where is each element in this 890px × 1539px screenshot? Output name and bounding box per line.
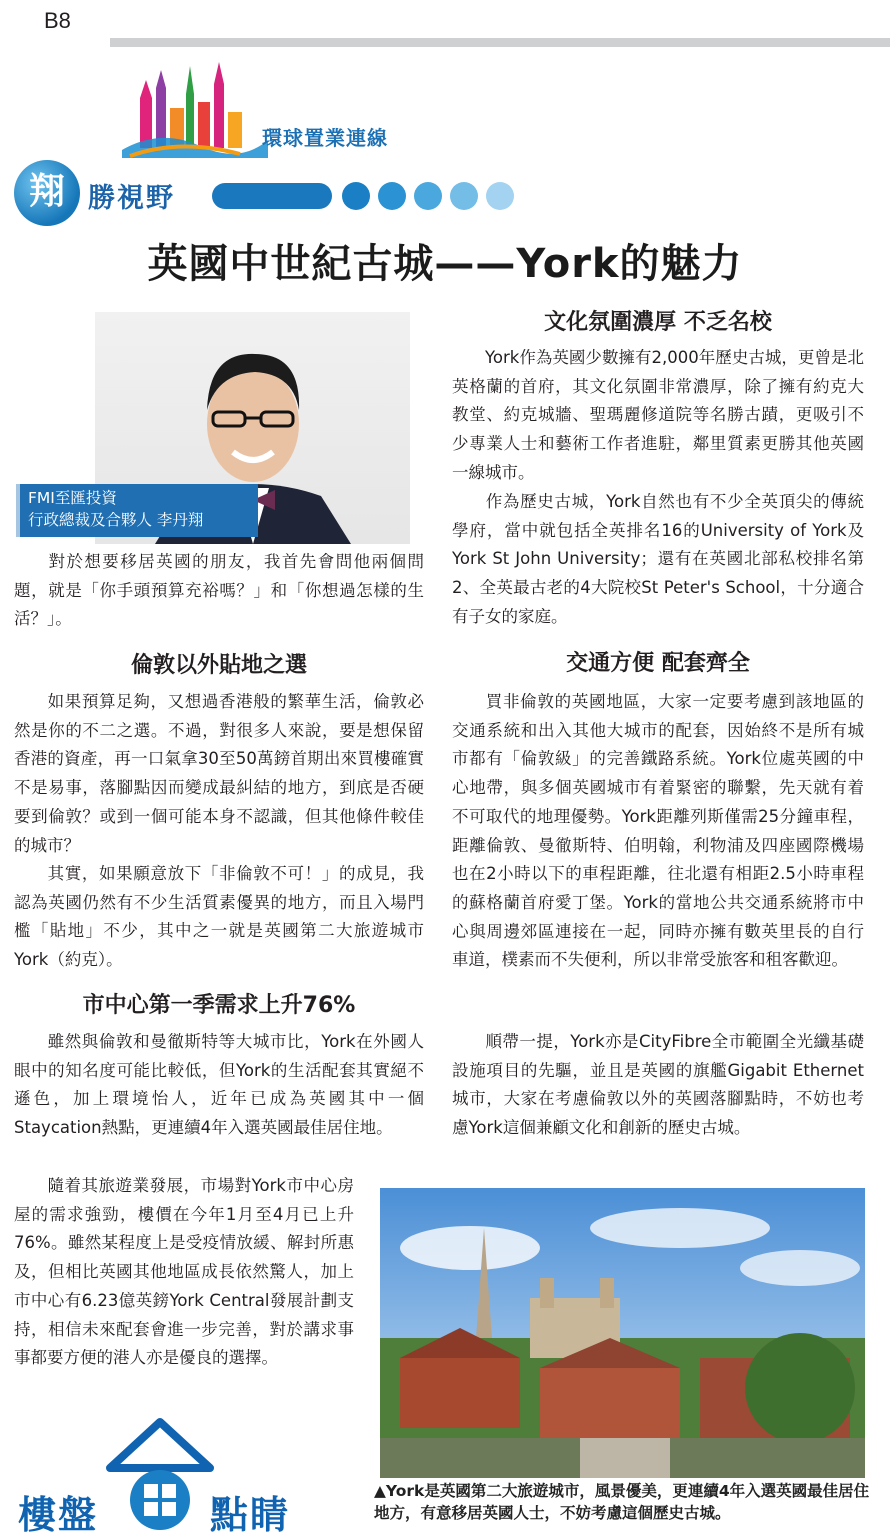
house-logo-icon — [100, 1408, 220, 1530]
paragraph: 其實，如果願意放下「非倫敦不可！」的成見，我認為英國仍然有不少生活質素優異的地方，而且入場門檻「貼地」不少，其中之一就是英國第二大旅遊城市York（約克）。 — [14, 864, 424, 970]
paragraph: York作為英國少數擁有2,000年歷史古城，更曾是北英格蘭的首府，其文化氛圍非常濃厚，除了擁有約克大教堂、約克城牆、聖瑪麗修道院等名勝古蹟，更吸引不少專業人士和藝術工作者進駐，鄰里質素更勝其他英國一線城市。 — [452, 348, 864, 482]
paragraph: 隨着其旅遊業發展，市場對York市中心房屋的需求強勁，樓價在今年1月至4月已上升76%。雖然某程度上是受疫情放緩、解封所惠及，但相比英國其他地區成長依然驚人，加上市中心有6.23億英鎊York Central發展計劃支持，相信未來配套會進一步完善，對於講求事事都要方便的港人亦是優良的選擇。 — [14, 1176, 354, 1368]
author-company: FMI至匯投資 — [28, 489, 117, 507]
section-dot — [342, 182, 370, 210]
york-skyline-illustration — [380, 1188, 865, 1478]
section-badge: 翔 — [14, 160, 80, 226]
section-dot — [450, 182, 478, 210]
column-title: 環球置業連線 — [262, 126, 388, 150]
subhead-demand-rise: 市中心第一季需求上升76% — [82, 993, 356, 1018]
section-dot — [378, 182, 406, 210]
subhead-london-alternative: 倫敦以外貼地之選 — [130, 653, 307, 678]
photo-caption: ▲York是英國第二大旅遊城市，風景優美，更連續4年入選英國最佳居住地方，有意移居英國人士，不妨考慮這個歷史古城。 — [374, 1482, 870, 1522]
subhead-culture: 文化氛圍濃厚 不乏名校 — [544, 310, 772, 335]
section-dot — [486, 182, 514, 210]
section-label: 勝視野 — [88, 183, 175, 214]
york-city-photo — [380, 1188, 865, 1478]
paragraph: 雖然與倫敦和曼徹斯特等大城市比，York在外國人眼中的知名度可能比較低，但York的生活配套其實絕不遜色，加上環境怡人，近年已成為英國其中一個Staycation熱點，更連續4年入選英國最佳居住地。 — [14, 1032, 424, 1138]
subhead-transport: 交通方便 配套齊全 — [566, 651, 750, 676]
section-pill-bar — [212, 183, 332, 209]
paragraph: 作為歷史古城，York自然也有不少全英頂尖的傳統學府，當中就包括全英排名16的University of York及York St John University；還有在英國北部私校排名第2、全英最古老的4大院校St Peter's School，十分適合有子女的家庭。 — [452, 492, 864, 626]
skyline-logo — [120, 58, 270, 164]
paragraph: 買非倫敦的英國地區，大家一定要考慮到該地區的交通系統和出入其他大城市的配套，因始終不是所有城市都有「倫敦級」的完善鐵路系統。York位處英國的中心地帶，與多個英國城市有着緊密的聯繫，先天就有着不可取代的地理優勢。York距離列斯僅需25分鐘車程，距離倫敦、曼徹斯特、伯明翰，利物浦及四座國際機場也在2小時以下的車程距離，往北還有相距2.5小時車程的蘇格蘭首府愛丁堡。York的當地公共交通系統將市中心與周邊郊區連接在一起，同時亦擁有數英里長的自行車道，樸素而不失便利，所以非常受旅客和租客歡迎。 — [452, 692, 864, 970]
section-dot — [414, 182, 442, 210]
headline: 英國中世紀古城——York的魅力 — [147, 241, 743, 287]
page-number: B8 — [44, 8, 71, 33]
author-title: 行政總裁及合夥人 李丹翔 — [28, 511, 204, 529]
caption-accent-bar — [16, 484, 20, 537]
bottom-logo-left: 樓盤 — [18, 1493, 99, 1537]
top-rule — [110, 38, 890, 47]
paragraph: 順帶一提，York亦是CityFibre全市範圍全光纖基礎設施項目的先驅，並且是英國的旗艦Gigabit Ethernet城市，大家在考慮倫敦以外的英國落腳點時，不妨也考慮York這個兼顧文化和創新的歷史古城。 — [452, 1032, 864, 1138]
paragraph: 如果預算足夠，又想過香港般的繁華生活，倫敦必然是你的不二之選。不過，對很多人來說，要是想保留香港的資產，再一口氣拿30至50萬鎊首期出來買樓確實不是易事，落腳點因而變成最糾結的地方，到底是否硬要到倫敦？或到一個可能本身不認識，但其他條件較佳的城市？ — [14, 692, 424, 855]
intro-paragraph: 對於想要移居英國的朋友，我首先會問他兩個問題，就是「你手頭預算充裕嗎？」和「你想過怎樣的生活？」。 — [14, 552, 424, 629]
bottom-logo-right: 點睛 — [210, 1493, 291, 1537]
author-caption — [16, 484, 258, 537]
